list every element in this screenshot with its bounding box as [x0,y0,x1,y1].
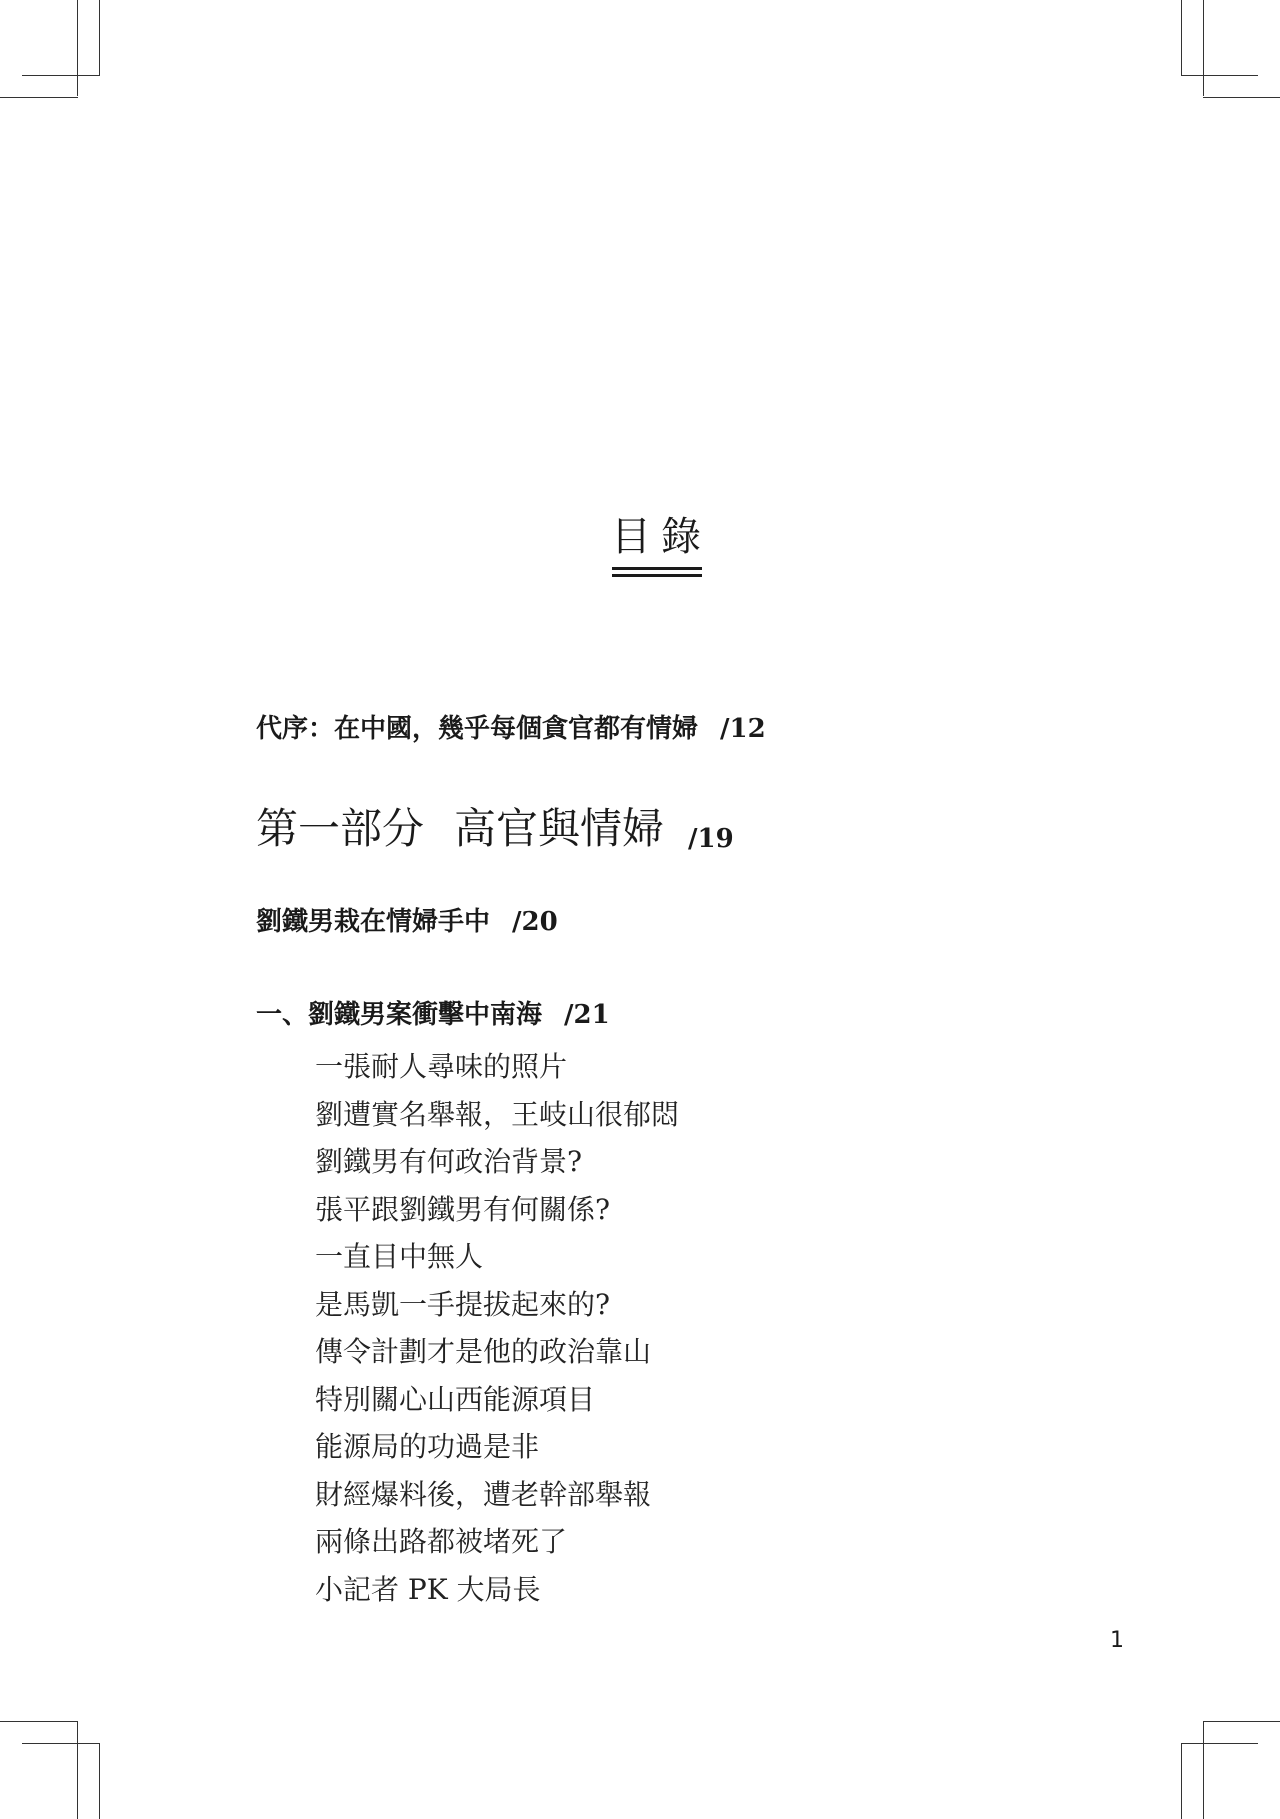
toc-subitem[interactable]: 能源局的功過是非 [315,1430,540,1463]
toc-subitem[interactable]: 劉鐵男有何政治背景? [315,1145,583,1178]
toc-entry-preface[interactable] [256,712,766,746]
toc-subitem[interactable]: 一直目中無人 [315,1240,484,1273]
part-number: 第一部分 [256,804,425,853]
toc-entry-label: 一、劉鐵男案衝擊中南海 [256,1000,543,1030]
part-title: 高官與情婦 [454,804,665,853]
toc-subitem[interactable]: 小記者 PK 大局長 [315,1572,541,1606]
toc-entry-chapter[interactable] [256,998,610,1032]
toc-entry-part-heading[interactable] [256,803,734,865]
toc-page-number: /19 [688,824,734,854]
toc-subitem[interactable]: 是馬凱一手提拔起來的? [315,1287,611,1321]
title-underline-bottom [612,574,702,577]
toc-subitem[interactable]: 傳令計劃才是他的政治靠山 [315,1335,652,1368]
toc-entry-section[interactable] [256,905,558,939]
toc-subitem[interactable]: 劉遭實名舉報，王岐山很郁悶 [315,1097,680,1131]
toc-subitem[interactable]: 特別關心山西能源項目 [315,1382,596,1416]
toc-subitem[interactable]: 財經爆料後，遭老幹部舉報 [315,1477,652,1511]
page-number: 1 [1110,1628,1124,1653]
toc-entry-label: 代序：在中國，幾乎每個貪官都有情婦 [256,714,699,744]
toc-page-number: /12 [720,714,766,744]
toc-entry-label: 劉鐵男栽在情婦手中 [256,907,491,937]
toc-subitem-list [315,1043,679,1613]
toc-subitem[interactable]: 一張耐人尋味的照片 [315,1050,568,1083]
toc-page-number: /21 [564,1000,610,1030]
toc-page-number: /20 [512,907,558,937]
title-underline-top [612,567,702,570]
toc-subitem[interactable]: 兩條出路都被堵死了 [315,1525,568,1558]
page-title: 目錄 [611,514,711,560]
toc-subitem[interactable]: 張平跟劉鐵男有何關係? [315,1192,611,1226]
